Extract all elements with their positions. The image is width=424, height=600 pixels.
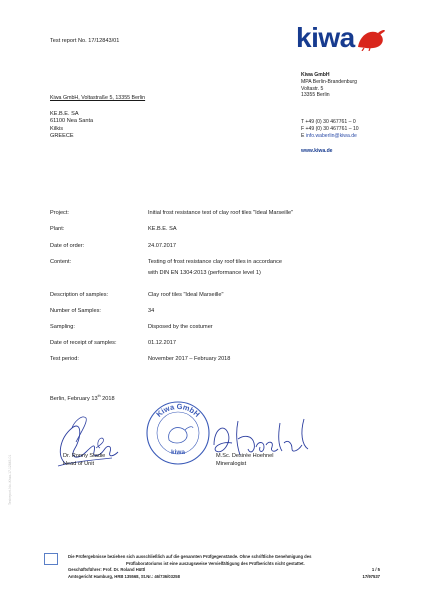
info-value: Clay roof tiles "Ideal Marseille"	[148, 292, 224, 298]
footer-management: Geschäftsführer: Prof. Dr. Roland Hüttl	[68, 567, 146, 573]
info-value: Disposed by the costumer	[148, 324, 213, 330]
info-value: 24.07.2017	[148, 243, 176, 249]
kiwa-fax: F +49 (0) 30 467761 – 10	[301, 125, 359, 132]
kiwa-logo	[292, 22, 390, 56]
info-label: Test period:	[50, 356, 79, 362]
footer-note-line: Prüflaboratoriums ist eine auszugsweise Vervielfältigung des Prüfberichts nicht gestattet.	[126, 560, 305, 566]
info-value	[148, 259, 282, 278]
document-code: 17/97537	[362, 573, 380, 579]
info-value-line: Testing of frost resistance clay roof tiles in accordance	[148, 259, 283, 265]
kiwa-phone: T +49 (0) 30 467761 – 0	[301, 119, 356, 125]
recipient-line: GREECE	[50, 133, 74, 140]
place-date-text: Berlin, February 13	[50, 396, 98, 402]
signer-left-name: Dr. Ronny Stadie	[63, 453, 106, 459]
info-label: Project:	[50, 210, 69, 216]
kiwa-address-line: Voltastr. 5	[301, 85, 324, 92]
kiwa-contact	[301, 119, 359, 139]
recipient-line: KE.B.E. SA	[50, 111, 79, 117]
info-value: Initial frost resistance test of clay roof tiles "Ideal Marseille"	[148, 210, 294, 216]
info-label: Content:	[50, 259, 72, 265]
info-value: November 2017 – February 2018	[148, 356, 231, 362]
footer-note	[68, 554, 311, 580]
footer-note-line: Die Prüfergebnisse beziehen sich ausschließlich auf die genannten Prüfgegenstände. Ohne schriftliche Genehmigung des	[68, 554, 312, 559]
info-value: 01.12.2017	[148, 340, 176, 346]
kiwa-address-line: 13355 Berlin	[301, 92, 330, 99]
kiwa-address-line: MPA Berlin-Brandenburg	[301, 78, 357, 85]
kiwa-website-link[interactable]: www.kiwa.de	[301, 148, 333, 154]
date-ordinal-suffix: th	[97, 394, 101, 399]
info-label: Date of receipt of samples:	[50, 340, 117, 346]
kiwa-stamp	[143, 398, 213, 468]
signer-right-role: Mineralogist	[216, 461, 247, 467]
footer-page-info	[356, 567, 380, 580]
recipient-line: 61100 Nea Santa	[50, 118, 94, 125]
recipient-line: Kilkis	[50, 125, 64, 132]
report-number: Test report No. 17/12843/01	[50, 38, 120, 44]
kiwi-bird-icon	[356, 27, 386, 51]
svg-text:Kiwa GmbH	[154, 402, 201, 419]
kiwa-address	[301, 72, 357, 99]
footer-court-register: Amtsgericht Hamburg, HRB 135568, St.Nr.: 46/736/03258	[68, 573, 180, 579]
logo-text: kiwa	[296, 22, 355, 53]
kiwa-email-link[interactable]: info.waberlin@kiwa.de	[305, 132, 357, 139]
info-value-line: with DIN EN 1304:2013 (performance level 1)	[148, 270, 261, 277]
info-label: Date of order:	[50, 243, 85, 249]
page-number: 1 / 5	[371, 567, 380, 572]
place-date-year: 2018	[100, 396, 115, 402]
info-value: KE.B.E. SA	[148, 226, 177, 232]
signer-right-name: M.Sc. Desirée Hoehnel	[216, 453, 274, 459]
email-prefix: E	[301, 132, 305, 139]
info-label: Number of Samples:	[50, 308, 101, 314]
info-label: Sampling:	[50, 324, 75, 330]
stamp-bottom-text: kiwa	[170, 449, 186, 456]
recipient-address	[50, 111, 93, 141]
info-label: Plant:	[50, 226, 65, 232]
sender-address-line: Kiwa GmbH, Voltastraße 5, 13355 Berlin	[50, 95, 146, 101]
signer-left-role: Head of Unit	[63, 461, 95, 467]
stamp-top-text: Kiwa GmbH	[154, 401, 202, 419]
kiwa-company-name: Kiwa GmbH	[301, 72, 330, 78]
info-label: Description of samples:	[50, 292, 109, 298]
place-and-date	[50, 396, 115, 404]
kiwa-email-row	[301, 133, 359, 140]
side-watermark: Testreport-No.-Kiwa-17-12843-01	[8, 454, 12, 505]
info-value: 34	[148, 308, 155, 314]
footer-checkbox-icon	[44, 553, 58, 565]
